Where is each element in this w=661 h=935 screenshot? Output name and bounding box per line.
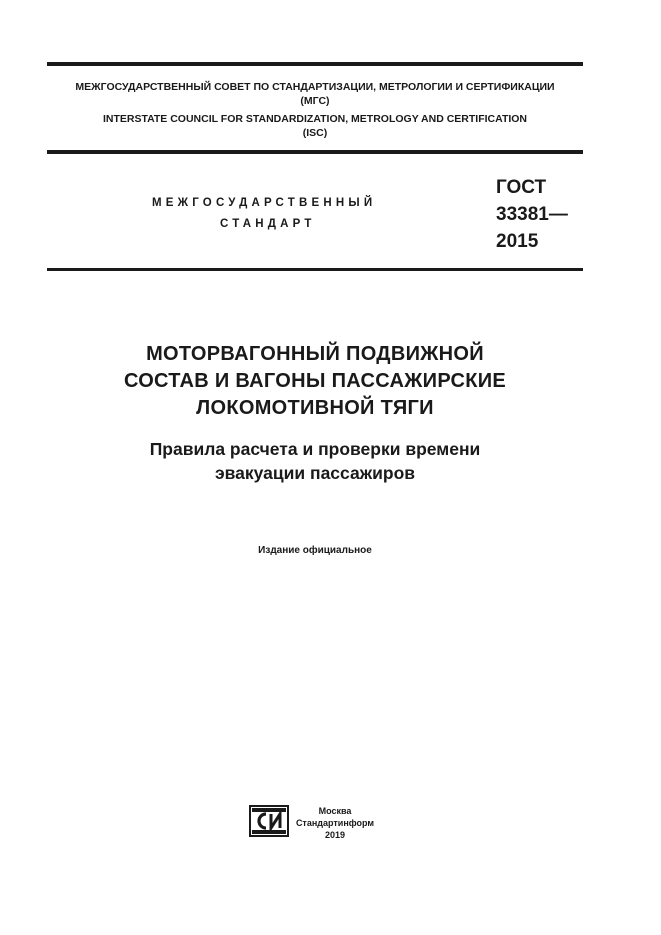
standartinform-logo-icon xyxy=(249,805,289,837)
council-abbr-ru: (МГС) xyxy=(300,95,330,107)
gost-label: ГОСТ xyxy=(496,177,547,198)
council-abbr-en: (ISC) xyxy=(302,127,328,139)
middle-rule xyxy=(47,150,583,154)
council-name-en: INTERSTATE COUNCIL FOR STANDARDIZATION, METROLOGY AND CERTIFICATION xyxy=(102,113,528,125)
edition-note: Издание официальное xyxy=(258,545,372,556)
document-title-line-2: СОСТАВ И ВАГОНЫ ПАССАЖИРСКИЕ xyxy=(123,370,507,392)
top-rule xyxy=(47,62,583,66)
document-subtitle-line-2: эвакуации пассажиров xyxy=(214,463,416,483)
interstate-label: МЕЖГОСУДАРСТВЕННЫЙ xyxy=(152,197,377,209)
gost-number: 33381— xyxy=(496,204,568,225)
document-title-line-3: ЛОКОМОТИВНОЙ ТЯГИ xyxy=(196,397,434,419)
standard-label: СТАНДАРТ xyxy=(220,218,316,230)
gost-year: 2015 xyxy=(496,231,539,252)
publisher-name: Стандартинформ xyxy=(295,818,375,828)
bottom-rule xyxy=(47,268,583,271)
publisher-city: Москва xyxy=(318,806,352,816)
publication-year: 2019 xyxy=(324,830,346,840)
document-subtitle-line-1: Правила расчета и проверки времени xyxy=(149,439,481,459)
document-title-line-1: МОТОРВАГОННЫЙ ПОДВИЖНОЙ xyxy=(146,343,484,365)
council-name-ru: МЕЖГОСУДАРСТВЕННЫЙ СОВЕТ ПО СТАНДАРТИЗАЦИИ, МЕТРОЛОГИИ И СЕРТИФИКАЦИИ xyxy=(75,81,555,93)
